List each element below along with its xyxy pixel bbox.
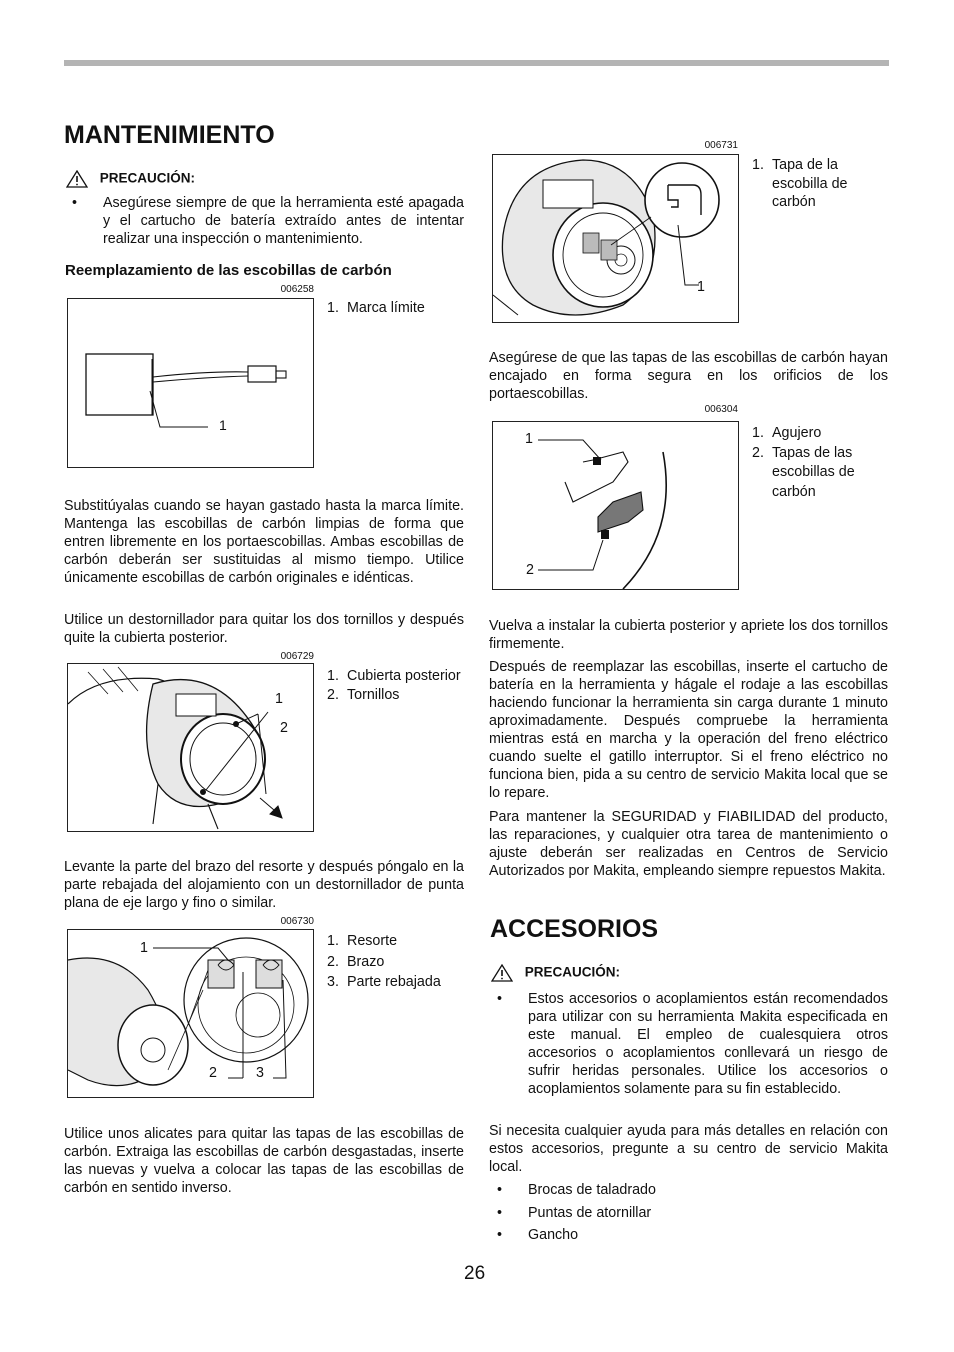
paragraph-help: Si necesita cualquier ayuda para más detalles en relación con estos accesorios, pregunte a su centro de servicio Makita local.: [489, 1123, 888, 1175]
figure-caption: [327, 299, 462, 318]
figure-spring-arm: [67, 929, 314, 1098]
callout-2: 2: [526, 562, 534, 578]
figure-caption: [752, 424, 882, 502]
callout-2: 2: [209, 1065, 217, 1081]
figure-code: 006729: [280, 651, 314, 662]
figure-code: 006304: [704, 404, 738, 415]
paragraph-screwdriver: Utilice un destornillador para quitar los dos tornillos y después quite la cubierta posterior.: [64, 612, 464, 646]
carbon-brush-illustration: [68, 299, 313, 467]
caption-item: 1. Agujero: [752, 425, 822, 441]
caution-heading: [66, 170, 195, 188]
caption-item: 1. Tapa de la escobilla de carbón: [752, 157, 848, 210]
paragraph-safety: Para mantener la SEGURIDAD y FIABILIDAD del producto, las reparaciones, y cualquier otra tarea de mantenimiento o ajuste deberán ser realizadas en Centros de Servicio Autorizados por Makita, empleando siempre repuestos Makita.: [489, 809, 888, 879]
section-title-maintenance: MANTENIMIENTO: [64, 121, 275, 149]
callout-1: 1: [219, 417, 227, 433]
caption-item: 2. Brazo: [327, 953, 385, 970]
caution-label: PRECAUCIÓN:: [524, 964, 621, 980]
callout-1: 1: [140, 940, 148, 956]
section-title-accessories: ACCESORIOS: [490, 915, 659, 943]
caption-item: 2. Tapas de las escobillas de carbón: [752, 444, 855, 500]
paragraph-run-in: Después de reemplazar las escobillas, inserte el cartucho de batería en la herramienta y hágale el rodaje a las escobillas haciendo funcionar la herramienta sin carga durante 1 minuto aproximadamente. Después compruebe la herramienta mientras está en marcha y la operación del freno eléctrico cuando suelte el gatillo interruptor. Si el freno eléctrico no funciona bien, pida a su centro de servicio Makita local que se lo repare.: [489, 659, 888, 801]
figure-carbon-brush: [67, 298, 314, 468]
figure-caption: [327, 931, 462, 993]
caution-label: PRECAUCIÓN:: [99, 170, 196, 186]
caption-item: 1. Cubierta posterior: [327, 668, 461, 684]
caution-heading: [491, 964, 620, 982]
callout-3: 3: [256, 1065, 264, 1081]
figure-code: 006730: [280, 916, 314, 927]
figure-hole-caps: [492, 421, 739, 590]
figure-rear-cover: [67, 663, 314, 832]
figure-code: 006258: [280, 284, 314, 295]
paragraph-reinstall: Vuelva a instalar la cubierta posterior y apriete los dos tornillos firmemente.: [489, 618, 888, 652]
figure-caption: [752, 156, 882, 212]
header-rule: [64, 60, 889, 66]
paragraph-pliers: Utilice unos alicates para quitar las tapas de las escobillas de carbón. Extraiga las escobillas de carbón desgastadas, inserte las nuevas y vuelva a colocar las tapas de las escobillas de carbón en sentido inverso.: [64, 1126, 464, 1196]
spring-arm-illustration: [68, 930, 313, 1097]
paragraph-spring: Levante la parte del brazo del resorte y después póngalo en la parte rebajada del alojamiento con un destornillador de punta plana de eje largo y fino o similar.: [64, 859, 464, 911]
warning-triangle-icon: [66, 170, 88, 188]
callout-2: 2: [280, 720, 288, 736]
caption-item: 2. Tornillos: [327, 687, 400, 703]
drill-rear-cover-illustration: [68, 664, 313, 831]
bullet-dot: •: [72, 195, 78, 211]
figure-caption: [327, 667, 462, 705]
callout-1: 1: [697, 279, 705, 295]
warning-triangle-icon: [491, 964, 513, 982]
figure-code: 006731: [704, 140, 738, 151]
page-number: 26: [464, 1263, 486, 1284]
brush-cap-illustration: [493, 155, 738, 322]
subsection-title: Reemplazamiento de las escobillas de carbón: [65, 262, 392, 279]
caution-text: Estos accesorios o acoplamientos están recomendados para utilizar con su herramienta Makita especificada en este manual. El empleo de cualesquiera otros accesorios o acoplamientos conllevará un riesgo de sufrir heridas personales. Utilice los accesorios o acoplamientos solamente para su fin establecido.: [528, 991, 888, 1097]
paragraph-caps-fit: Asegúrese de que las tapas de las escobillas de carbón hayan encajado en forma segura en los orificios de los portaescobillas.: [489, 350, 888, 402]
callout-1: 1: [275, 691, 283, 707]
callout-1: 1: [525, 431, 533, 447]
paragraph-replace: Substitúyalas cuando se hayan gastado hasta la marca límite. Mantenga las escobillas de carbón limpias de forma que entren libremente en los portaescobillas. Ambas escobillas de carbón deberán ser sustituidas al mismo tiempo. Utilice únicamente escobillas de carbón originales e idénticas.: [64, 498, 464, 586]
bullet-dot: •: [497, 991, 503, 1007]
figure-brush-cap: [492, 154, 739, 323]
caption-item: 1. Resorte: [327, 933, 398, 949]
caution-text: Asegúrese siempre de que la herramienta esté apagada y el cartucho de batería extraído antes de intentar realizar una inspección o mantenimiento.: [103, 195, 464, 247]
caption-item: 3. Parte rebajada: [327, 974, 441, 990]
caption-item: 1. Marca límite: [327, 300, 425, 316]
